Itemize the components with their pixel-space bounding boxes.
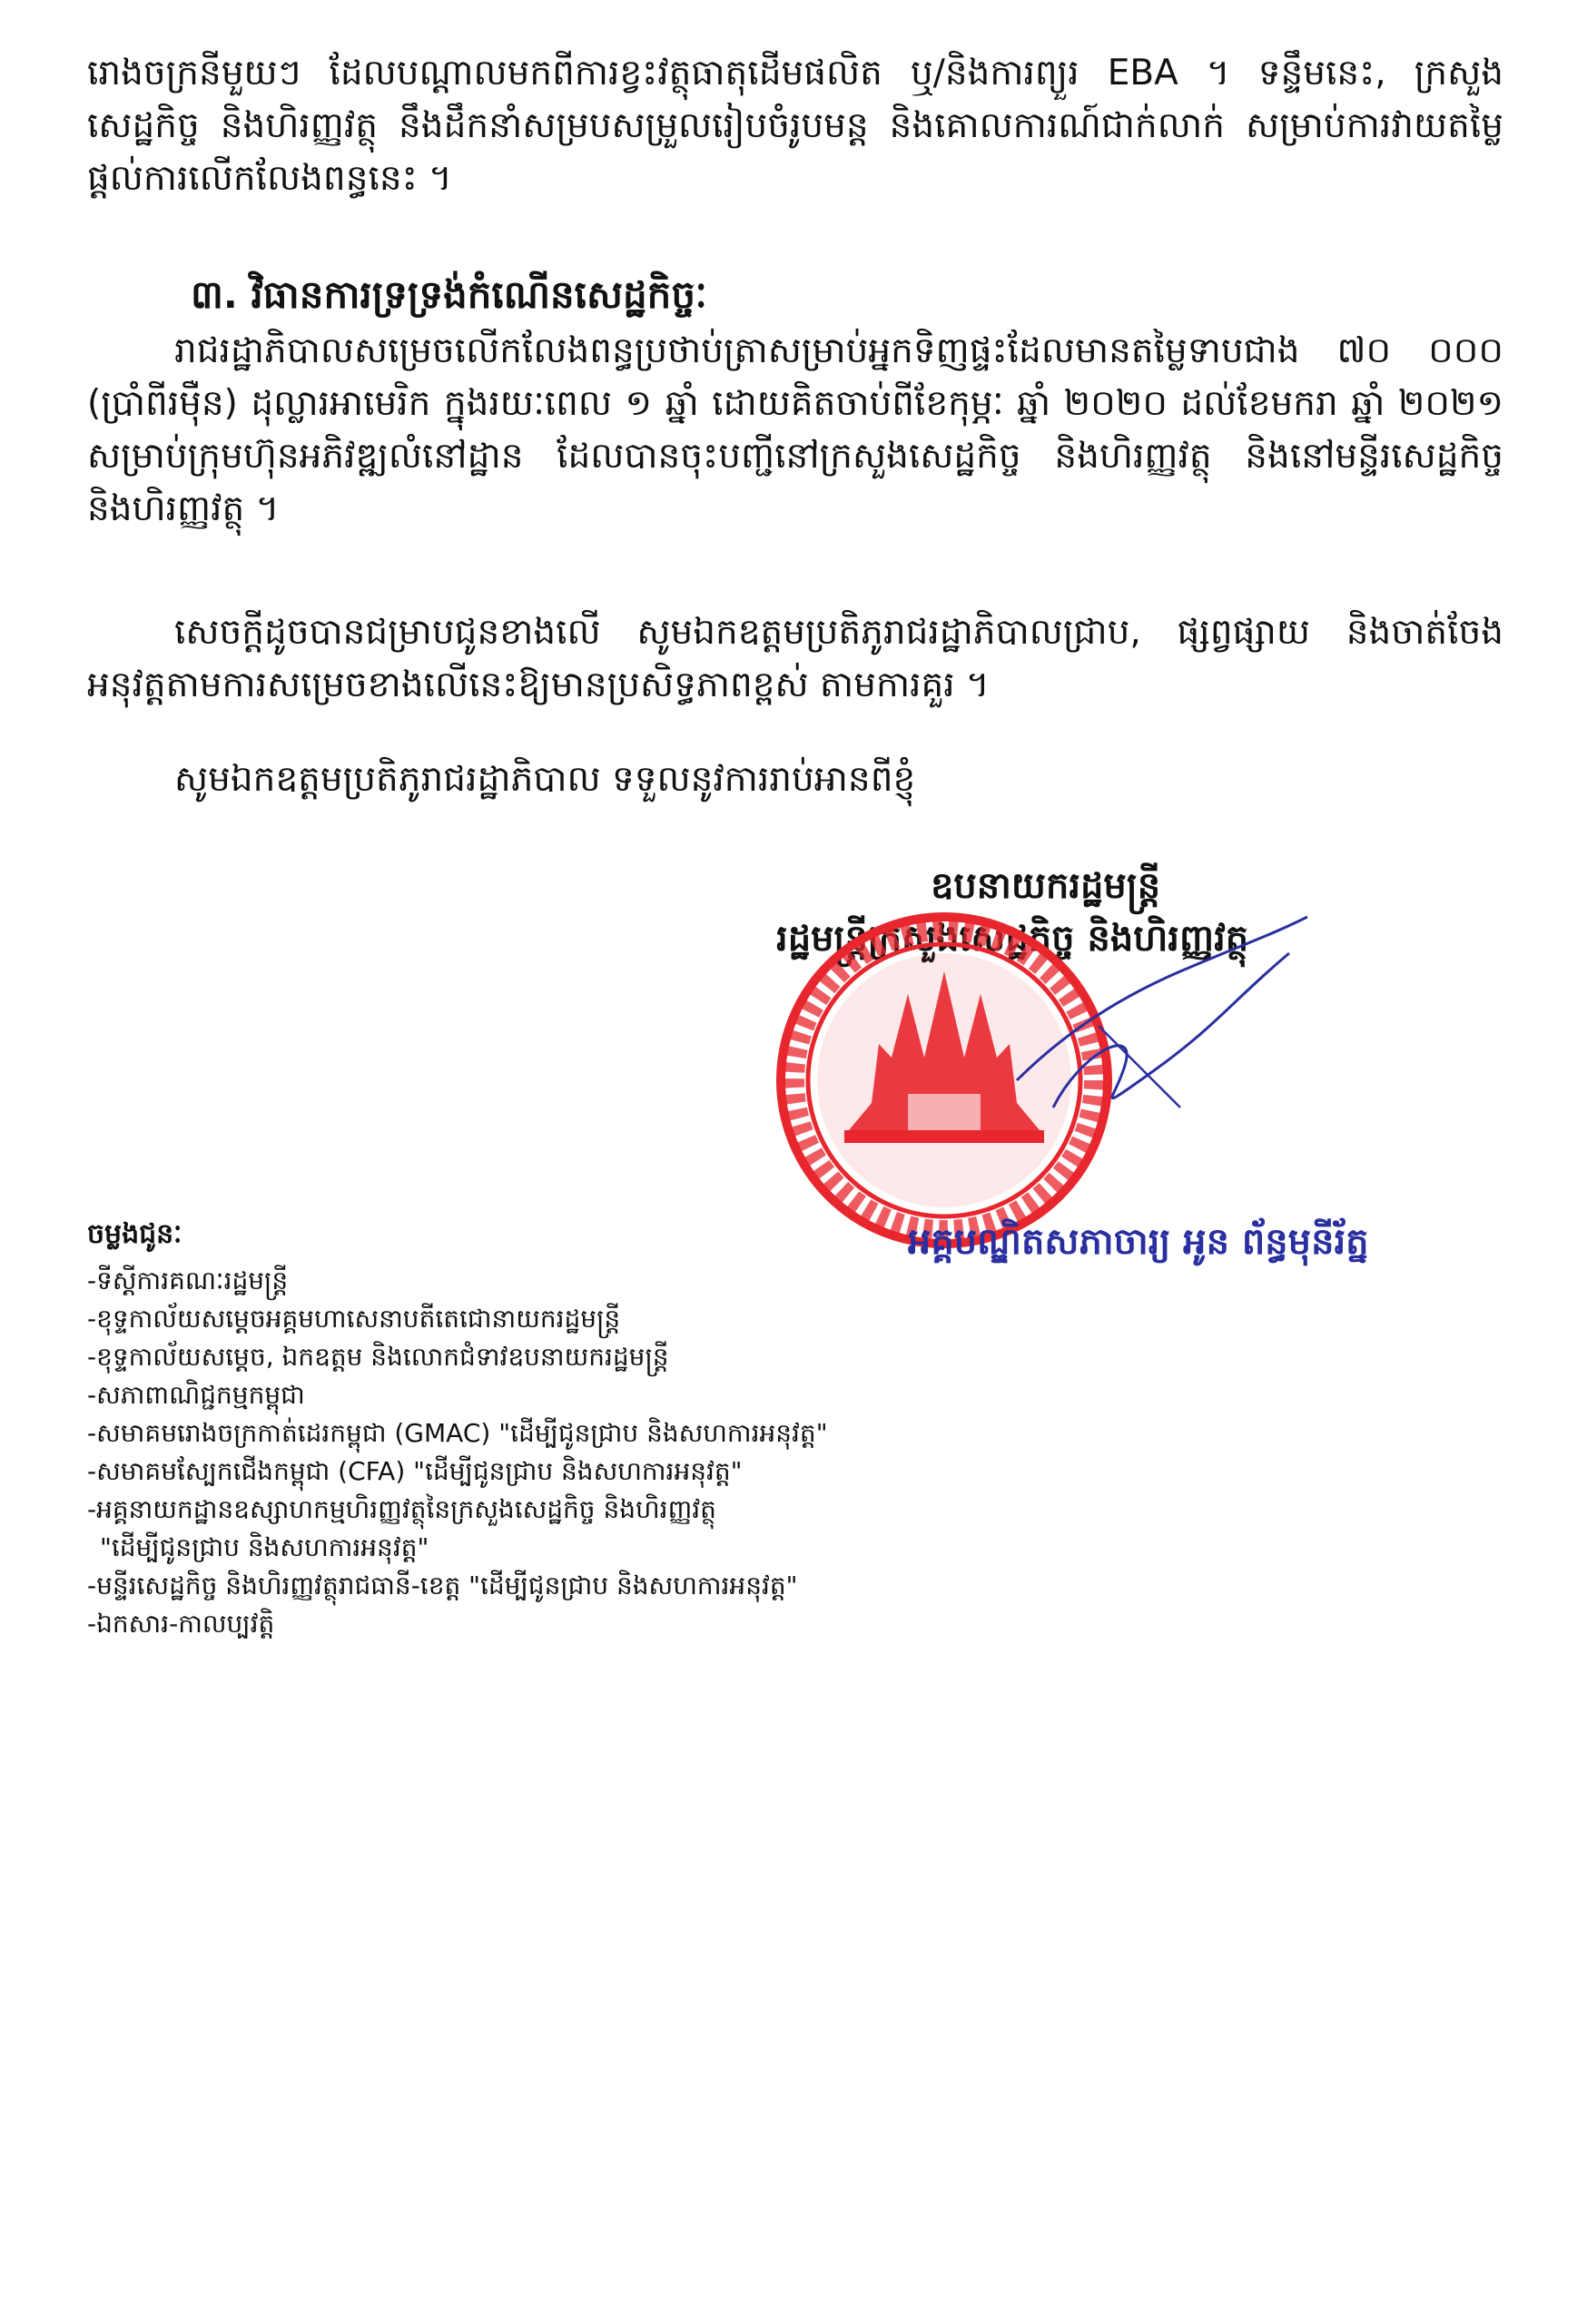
cc-list bbox=[87, 1262, 1177, 1643]
cc-item: -អគ្គនាយកដ្ឋានឧស្សាហកម្មហិរញ្ញវត្ថុនៃក្រសួងសេដ្ឋកិច្ច និងហិរញ្ញវត្ថុ bbox=[87, 1494, 716, 1524]
signer-title-line1: ឧបនាយករដ្ឋមន្ត្រី bbox=[931, 865, 1161, 907]
signer-title-line2: រដ្ឋមន្ត្រីក្រសួងសេដ្ឋកិច្ច និងហិរញ្ញវត្ថុ bbox=[776, 918, 1249, 960]
cc-heading: ចម្លងជូនៈ bbox=[87, 1218, 182, 1250]
section-heading-economic-measures: ៣. វិធានការទ្រទ្រង់កំណើនសេដ្ឋកិច្ចៈ bbox=[191, 272, 707, 317]
cc-item: -សមាគមស្បែកជើងកម្ពុជា (CFA) "ដើម្បីជូនជ្រាប និងសហការអនុវត្ត" bbox=[87, 1456, 743, 1486]
cc-item: -សមាគមរោងចក្រកាត់ដេរកម្ពុជា (GMAC) "ដើម្បីជូនជ្រាប និងសហការអនុវត្ត" bbox=[87, 1418, 828, 1448]
cc-item: -ឯកសារ-កាលប្បវត្តិ bbox=[87, 1609, 275, 1639]
cc-block bbox=[87, 1216, 1177, 1643]
cc-item: "ដើម្បីជូនជ្រាប និងសហការអនុវត្ត" bbox=[100, 1532, 429, 1562]
cc-item: -ទីស្តីការគណៈរដ្ឋមន្ត្រី bbox=[87, 1265, 289, 1295]
cc-item: -ខុទ្ទកាល័យសម្តេច, ឯកឧត្តម និងលោកជំទាវឧបនាយករដ្ឋមន្ត្រី bbox=[87, 1342, 669, 1372]
cc-item: -ខុទ្ទកាល័យសម្តេចអគ្គមហាសេនាបតីតេជោនាយករដ្ឋមន្ត្រី bbox=[87, 1304, 621, 1334]
cc-item: -មន្ទីរសេដ្ឋកិច្ច និងហិរញ្ញវត្ថុរាជធានី-ខេត្ត "ដើម្បីជូនជ្រាប និងសហការអនុវត្ត" bbox=[87, 1571, 798, 1600]
handwritten-signature-icon bbox=[999, 899, 1326, 1135]
paragraph-closing: សូមឯកឧត្តមប្រតិភូរាជរដ្ឋាភិបាល ទទួលនូវការរាប់អានពីខ្ញុំ bbox=[174, 759, 916, 800]
paragraph-eba-exemption: រោងចក្រនីមួយៗ ដែលបណ្តាលមកពីការខ្វះវត្ថុធាតុដើមផលិត ឬ/និងការព្យួរ EBA ។ ទន្ទឹមនេះ, ក្រសួងសេដ្ឋកិច្ច និងហិរញ្ញវត្ថុ នឹងដឹកនាំសម្របសម្រួលរៀបចំរូបមន្ត និងគោលការណ៍ជាក់លាក់ សម្រាប់ការវាយតម្លៃផ្តល់ការលើកលែងពន្ធនេះ ។ bbox=[87, 53, 1503, 199]
paragraph-dissemination: សេចក្តីដូចបានជម្រាបជូនខាងលើ សូមឯកឧត្តមប្រតិភូរាជរដ្ឋាភិបាលជ្រាប, ផ្សព្វផ្សាយ និងចាត់ចែងអនុវត្តតាមការសម្រេចខាងលើនេះឱ្យមានប្រសិទ្ធភាពខ្ពស់ តាមការគួរ ។ bbox=[87, 612, 1503, 705]
paragraph-stamp-tax-exemption: រាជរដ្ឋាភិបាលសម្រេចលើកលែងពន្ធប្រថាប់ត្រាសម្រាប់អ្នកទិញផ្ទះដែលមានតម្លៃទាបជាង ៧០ ០០០ (ប្រាំពីរម៉ឺន) ដុល្លារអាមេរិក ក្នុងរយៈពេល ១ ឆ្នាំ ដោយគិតចាប់ពីខែកុម្ភៈ ឆ្នាំ ២០២០ ដល់ខែមករា ឆ្នាំ ២០២១ សម្រាប់ក្រុមហ៊ុនអភិវឌ្ឍលំនៅដ្ឋាន ដែលបានចុះបញ្ជីនៅក្រសួងសេដ្ឋកិច្ច និងហិរញ្ញវត្ថុ និងនៅមន្ទីរសេដ្ឋកិច្ច និងហិរញ្ញវត្ថុ ។ bbox=[87, 330, 1503, 529]
cc-item: -សភាពាណិជ្ជកម្មកម្ពុជា bbox=[87, 1380, 305, 1410]
signer-name: អគ្គបណ្ឌិតសភាចារ្យ អូន ព័ន្ធមុនីរ័ត្ន bbox=[908, 1221, 1369, 1263]
